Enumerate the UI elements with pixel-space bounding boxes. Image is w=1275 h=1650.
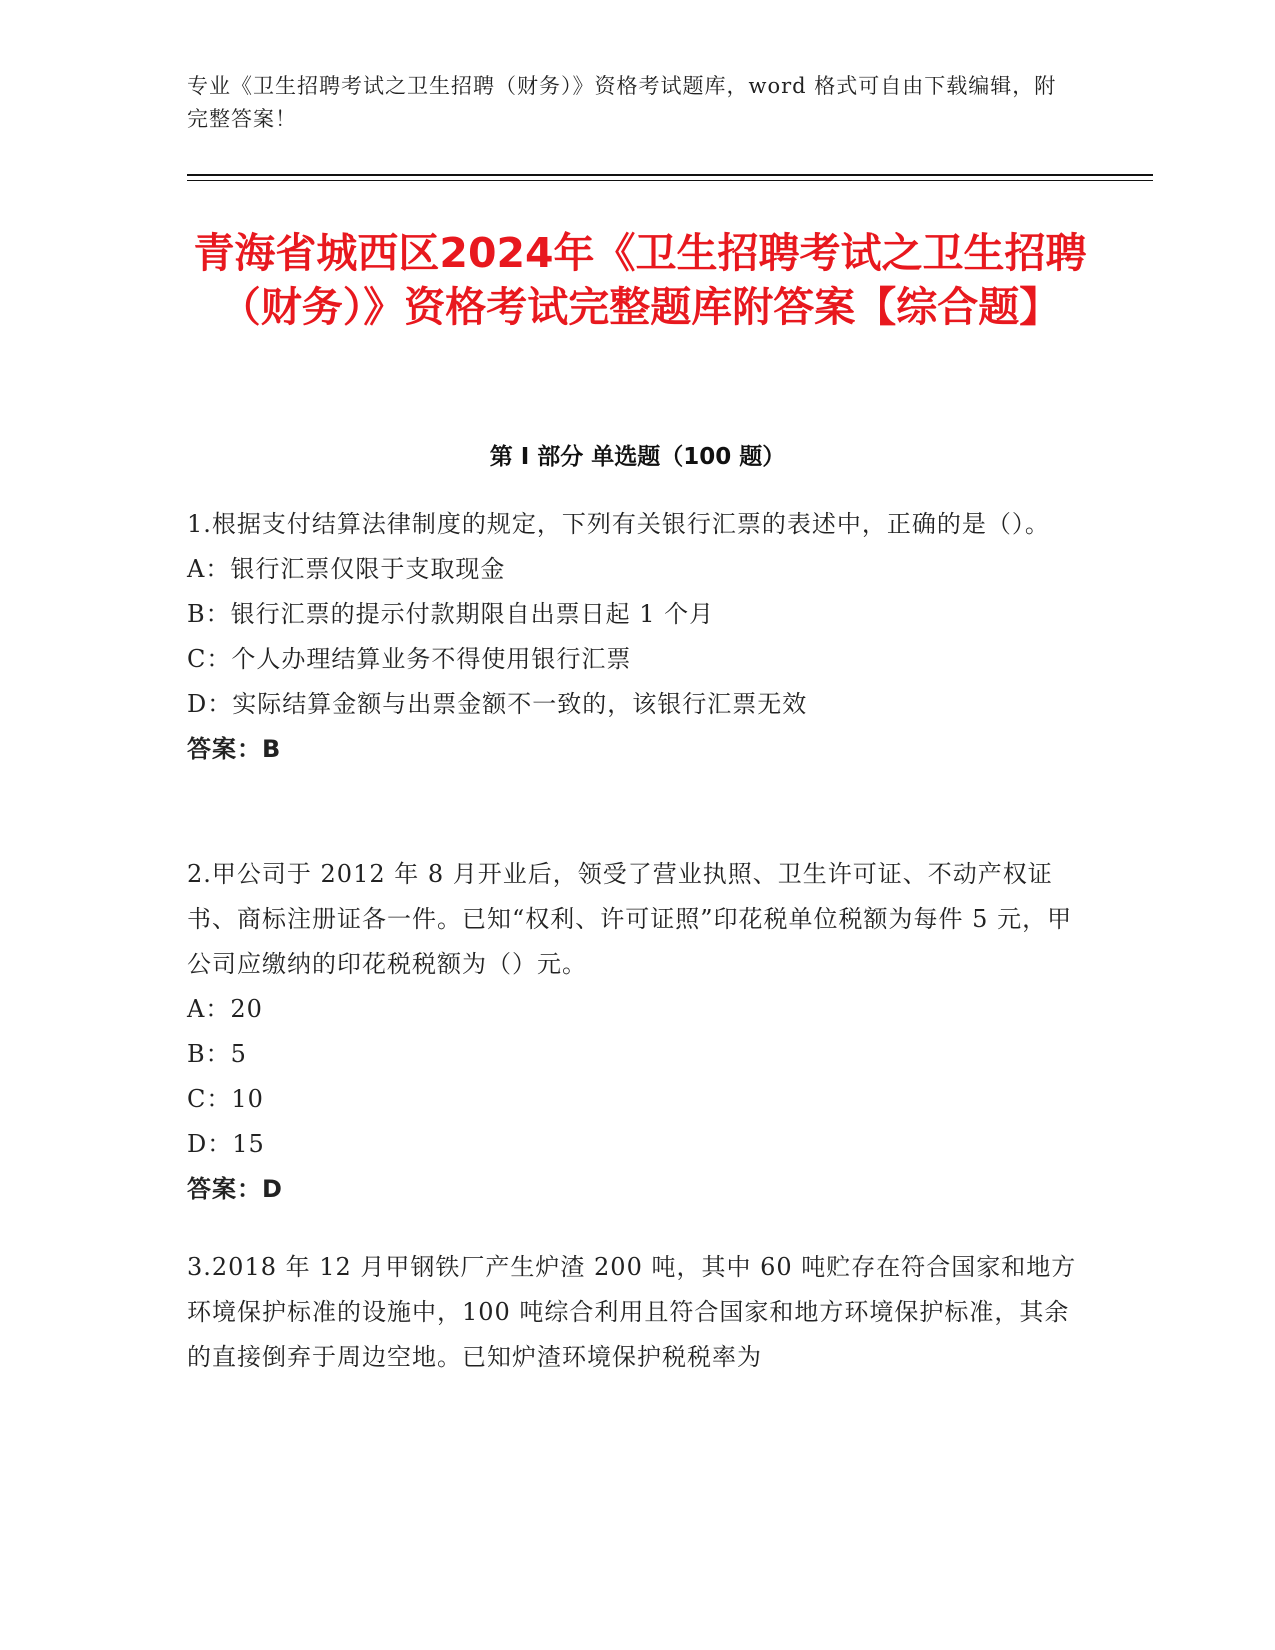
question-stem: 1.根据支付结算法律制度的规定，下列有关银行汇票的表述中，正确的是（）。 (187, 510, 1050, 538)
question-2 (187, 852, 1077, 1212)
option-c: C：10 (187, 1085, 264, 1113)
document-title: 青海省城西区2024年《卫生招聘考试之卫生招聘（财务）》资格考试完整题库附答案【综合题】 (193, 229, 1087, 331)
option-a: A：20 (187, 995, 263, 1023)
option-b: B：5 (187, 1040, 247, 1068)
question-stem: 3.2018 年 12 月甲钢铁厂产生炉渣 200 吨，其中 60 吨贮存在符合国家和地方环境保护标准的设施中，100 吨综合利用且符合国家和地方环境保护标准，其余的直接倒弃于周边空地。已知炉渣环境保护税税率为 (187, 1253, 1077, 1371)
option-b: B：银行汇票的提示付款期限自出票日起 1 个月 (187, 600, 715, 628)
question-stem: 2.甲公司于 2012 年 8 月开业后，领受了营业执照、卫生许可证、不动产权证书、商标注册证各一件。已知“权利、许可证照”印花税单位税额为每件 5 元，甲公司应缴纳的印花税税额为（）元。 (187, 860, 1073, 978)
header-rule-thick (187, 174, 1153, 176)
header-note: 专业《卫生招聘考试之卫生招聘（财务）》资格考试题库，word 格式可自由下载编辑，附完整答案！ (187, 74, 1057, 131)
option-c: C：个人办理结算业务不得使用银行汇票 (187, 645, 632, 673)
header-rule-thin (187, 180, 1153, 181)
option-a: A：银行汇票仅限于支取现金 (187, 555, 506, 583)
option-d: D：实际结算金额与出票金额不一致的，该银行汇票无效 (187, 690, 808, 718)
question-3 (187, 1245, 1077, 1380)
option-d: D：15 (187, 1130, 265, 1158)
answer: 答案：D (187, 1175, 283, 1203)
answer: 答案：B (187, 735, 282, 763)
section-heading: 第 I 部分 单选题（100 题） (489, 444, 786, 470)
question-1 (187, 502, 1077, 772)
